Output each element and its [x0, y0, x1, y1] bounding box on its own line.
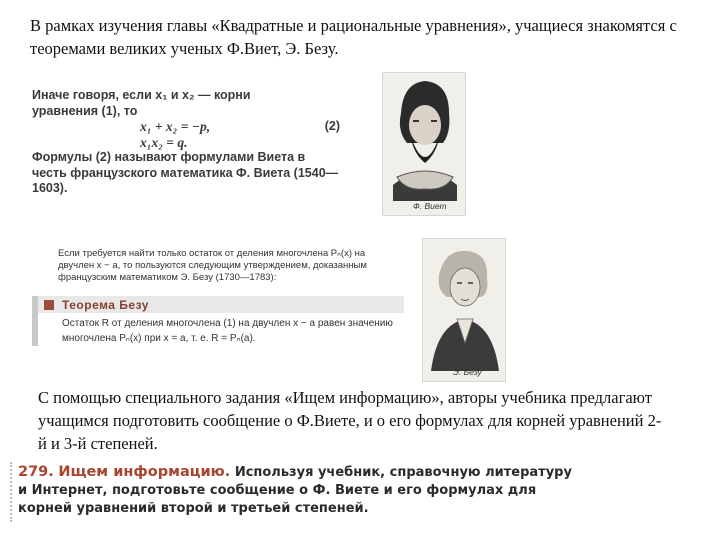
viete-formula-product: x₁x₂ = q. [140, 134, 188, 150]
viete-excerpt [32, 88, 352, 197]
intro-paragraph: В рамках изучения главы «Квадратные и рациональные уравнения», учащиеся знакомятся с теоремами великих ученых Ф.Виет, Э. Безу. [30, 16, 677, 58]
theorem-marker-icon [44, 300, 54, 310]
task-text: Используя учебник, справочную литературу и Интернет, подготовьте сообщение о Ф. Виете и его формулах для корней уравнений второй и третьей степеней. [18, 465, 572, 516]
viete-eq-number: (2) [324, 119, 340, 133]
viete-caption: Ф. Виет [413, 201, 447, 211]
viete-line-2: уравнения (1), то [32, 103, 138, 118]
viete-portrait-drawing [383, 73, 465, 215]
task-number: 279. [18, 464, 54, 480]
second-paragraph: С помощью специального задания «Ищем информацию», авторы учебника предлагают учащимся подготовить сообщение о Ф.Виете, и о его формулах для корней уравнений 2-й и 3-й степеней. [38, 388, 662, 453]
bezout-portrait [422, 238, 506, 382]
theorem-title: Теорема Безу [62, 298, 149, 312]
theorem-body: Остаток R от деления многочлена (1) на двучлен x − a равен значению многочлена Pₙ(x) при x = a, т. е. R = Pₙ(a). [62, 318, 393, 344]
task-heading: Ищем информацию. [58, 464, 231, 480]
bezout-intro: Если требуется найти только остаток от деления многочлена Pₙ(x) на двучлен x − a, то пользуются следующим утверждением, доказанным французским математиком Э. Безу (1730—1783): [58, 248, 367, 283]
margin-dots [10, 462, 16, 522]
task-279 [18, 463, 578, 518]
viete-formula-sum: x₁ + x₂ = −p, [140, 119, 211, 134]
bezout-caption: Э. Безу [453, 367, 482, 377]
viete-line-3: Формулы (2) называют формулами Виета в честь французского математика Ф. Виета (1540—1603). [32, 150, 339, 195]
viete-line-1: Иначе говоря, если x₁ и x₂ — корни [32, 88, 251, 102]
viete-portrait [382, 72, 466, 216]
theorem-side-bar [32, 296, 38, 346]
bezout-portrait-drawing [423, 239, 505, 381]
